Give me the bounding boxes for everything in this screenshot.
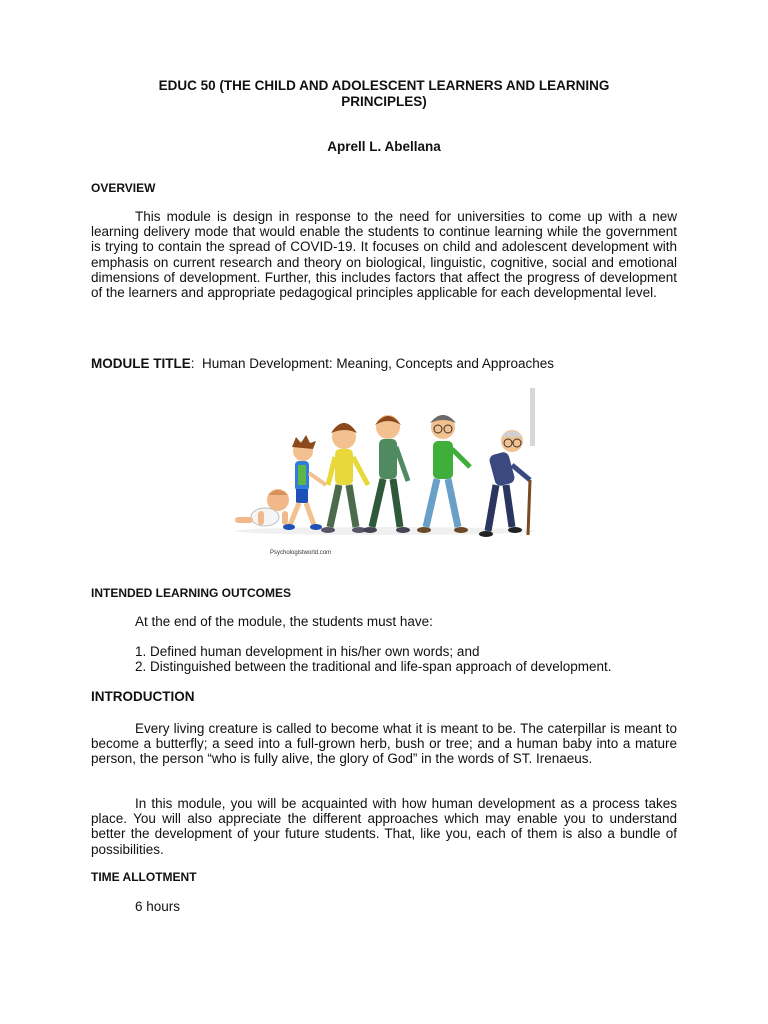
introduction-heading: INTRODUCTION: [91, 689, 195, 704]
young-adult-figure: [363, 415, 410, 533]
introduction-paragraph: In this module, you will be acquainted with how human development as a process takes place. You will also appreciate the different approaches which may enable you to understand better the development of your future students. That, like you, each of them is also a bundle of possibilities.: [91, 796, 677, 857]
teen-figure: [321, 423, 368, 533]
image-credit: Psychologistworld.com: [270, 550, 332, 556]
module-title-label: MODULE TITLE: [91, 356, 191, 371]
adult-figure: [417, 415, 470, 533]
child-figure: [283, 435, 326, 530]
elderly-figure: [479, 430, 530, 537]
outcome-item: 2. Distinguished between the traditional and life-span approach of development.: [135, 659, 612, 674]
time-allotment-value: 6 hours: [135, 899, 181, 914]
outcome-item: 1. Defined human development in his/her own words; and: [135, 644, 480, 659]
baby-figure: [235, 489, 289, 526]
overview-paragraph: This module is design in response to the need for universities to come up with a new learning delivery mode that would enable the students to continue learning while the government is trying to contain the spread of COVID-19. It focuses on child and adolescent development with emphasis on current research and theory on biological, linguistic, cognitive, social and emotional dimensions of development. Further, this includes factors that affect the progress of development of the learners and appropriate pedagogical principles applicable for each developmental level.: [91, 209, 677, 301]
introduction-paragraph: Every living creature is called to become what it is meant to be. The caterpillar is meant to become a butterfly; a seed into a full-grown herb, bush or tree; and a human baby into a mature person, the person “who is fully alive, the glory of God” in the words of ST. Irenaeus.: [91, 721, 677, 767]
module-title-value: Human Development: Meaning, Concepts and Approaches: [202, 356, 554, 371]
overview-heading: OVERVIEW: [91, 181, 156, 195]
outcomes-intro: At the end of the module, the students must have:: [135, 614, 433, 629]
author-name: Aprell L. Abellana: [327, 139, 441, 154]
human-development-illustration: [230, 385, 540, 560]
module-title-line: MODULE TITLE: Human Development: Meaning, Concepts and Approaches: [91, 356, 554, 371]
outcomes-heading: INTENDED LEARNING OUTCOMES: [91, 586, 292, 600]
time-allotment-heading: TIME ALLOTMENT: [91, 870, 197, 884]
document-title: EDUC 50 (THE CHILD AND ADOLESCENT LEARNERS AND LEARNING PRINCIPLES): [158, 78, 610, 109]
